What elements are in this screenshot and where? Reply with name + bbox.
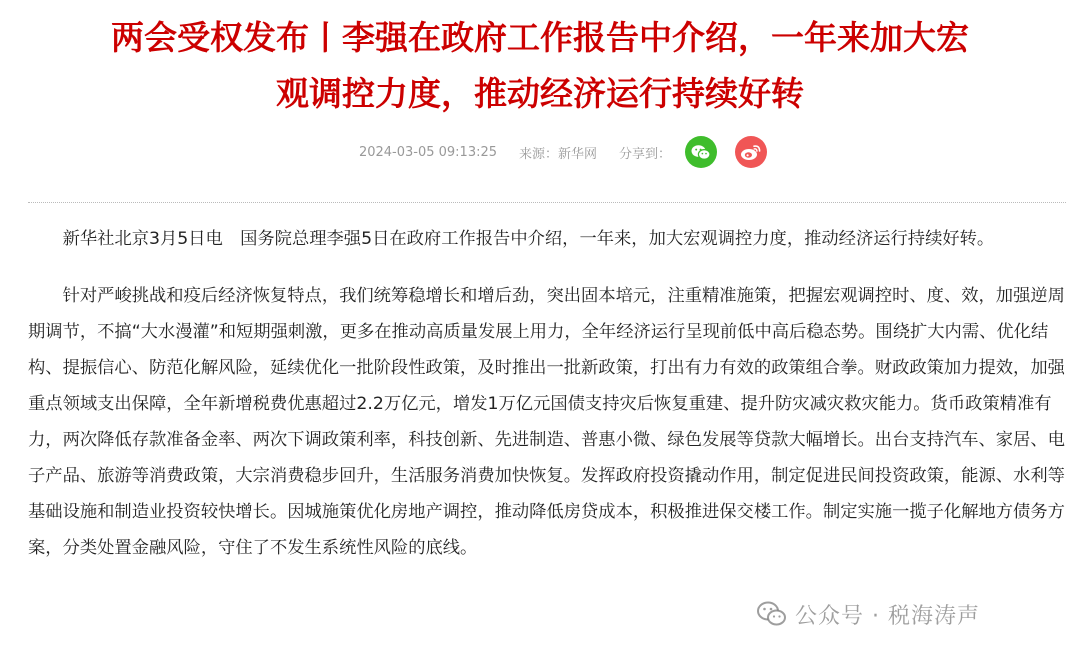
article-body <box>28 221 1068 587</box>
share-label: 分享到： <box>619 146 672 162</box>
wechat-logo-icon <box>757 600 787 628</box>
watermark-text: 公众号 · 税海涛声 <box>795 603 980 629</box>
article-paragraph-1: 新华社北京3月5日电 国务院总理李强5日在政府工作报告中介绍，一年来，加大宏观调控力度，推动经济运行持续好转。 <box>62 229 995 249</box>
article-source: 来源：新华网 <box>519 146 598 162</box>
meta-divider <box>28 202 1066 203</box>
headline-line-1: 两会受权发布丨李强在政府工作报告中介绍，一年来加大宏 <box>111 18 969 57</box>
weibo-icon[interactable] <box>735 136 767 168</box>
headline-line-2: 观调控力度，推动经济运行持续好转 <box>276 74 804 113</box>
publish-datetime: 2024-03-05 09:13:25 <box>358 144 498 160</box>
article-headline <box>20 10 1060 122</box>
wechat-icon[interactable] <box>685 136 717 168</box>
wechat-account-watermark <box>757 596 980 632</box>
article-meta <box>0 136 1080 168</box>
article-paragraph-2: 针对严峻挑战和疫后经济恢复特点，我们统筹稳增长和增后劲，突出固本培元，注重精准施策，把握宏观调控时、度、效，加强逆周期调节，不搞“大水漫灌”和短期强刺激，更多在推动高质量发展上用力，全年经济运行呈现前低中高后稳态势。围绕扩大内需、优化结构、提振信心、防范化解风险，延续优化一批阶段性政策，及时推出一批新政策，打出有力有效的政策组合拳。财政政策加力提效，加强重点领域支出保障，全年新增税费优惠超过2.2万亿元，增发1万亿元国债支持灾后恢复重建、提升防灾减灾救灾能力。货币政策精准有力，两次降低存款准备金率、两次下调政策利率，科技创新、先进制造、普惠小微、绿色发展等贷款大幅增长。出台支持汽车、家居、电子产品、旅游等消费政策，大宗消费稳步回升，生活服务消费加快恢复。发挥政府投资撬动作用，制定促进民间投资政策，能源、水利等基础设施和制造业投资较快增长。因城施策优化房地产调控，推动降低房贷成本，积极推进保交楼工作。制定实施一揽子化解地方债务方案，分类处置金融风险，守住了不发生系统性风险的底线。 <box>28 286 1065 558</box>
